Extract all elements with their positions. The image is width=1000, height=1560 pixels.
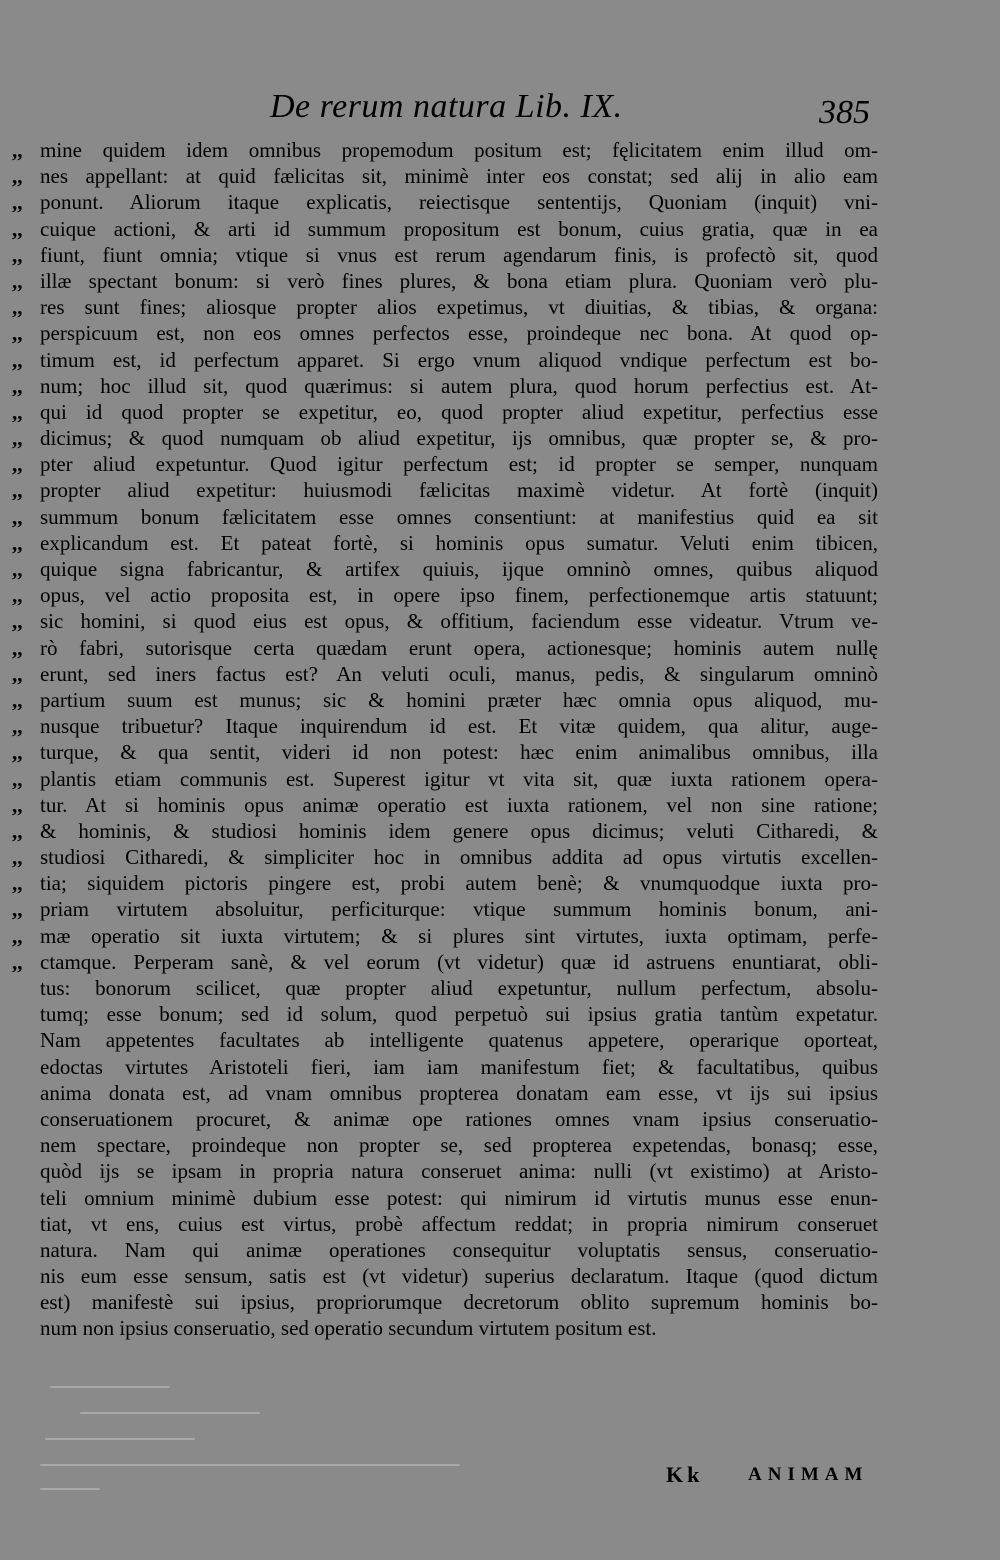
text-line [0, 635, 1000, 661]
text-line [0, 373, 1000, 399]
text-line [0, 923, 1000, 949]
line-text: tur. At si hominis opus animæ operatio est iuxta rationem, vel non sine ratione; [40, 792, 878, 817]
line-text: nis eum esse sensum, satis est (vt videtur) superius declaratum. Itaque (quod dictum [40, 1264, 878, 1289]
line-text: quòd ijs se ipsam in propria natura conseruet anima: nulli (vt existimo) at Aristo- [40, 1159, 878, 1184]
text-line [0, 1132, 1000, 1158]
line-text: num; hoc illud sit, quod quærimus: si autem plura, quod horum perfectius est. At- [40, 373, 878, 398]
line-text: ponunt. Aliorum itaque explicatis, reiectisque sententijs, Quoniam (inquit) vni- [40, 190, 878, 215]
text-line [0, 1211, 1000, 1237]
text-line [0, 1185, 1000, 1211]
quotation-marker: ,, [12, 373, 23, 398]
catchword-text: ANIMAM [748, 1464, 869, 1485]
line-text: studiosi Citharedi, & simpliciter hoc in omnibus addita ad opus virtutis excellen- [40, 845, 878, 870]
quotation-marker: ,, [12, 216, 23, 241]
line-text: dicimus; & quod numquam ob aliud expetitur, ijs omnibus, quæ propter se, & pro- [40, 426, 878, 451]
line-text: timum est, id perfectum apparet. Si ergo vnum aliquod vndique perfectum est bo- [40, 347, 878, 372]
line-text: propter aliud expetitur: huiusmodi fælicitas maximè videtur. At fortè (inquit) [40, 478, 878, 503]
line-text: mine quidem idem omnibus propemodum positum est; fęlicitatem enim illud om- [40, 138, 878, 162]
line-text: explicandum est. Et pateat fortè, si hominis opus sumatur. Veluti enim tibicen, [40, 530, 878, 555]
quotation-marker: ,, [12, 871, 23, 896]
quotation-marker: ,, [12, 845, 23, 870]
text-line [0, 766, 1000, 792]
quotation-marker: ,, [12, 190, 23, 215]
quotation-marker: ,, [12, 452, 23, 477]
line-text: tumq; esse bonum; sed id solum, quod perpetuò sui ipsius gratia tantùm expetatur. [40, 1002, 878, 1027]
line-text: illæ spectant bonum: si verò fines plures, & bona etiam plura. Quoniam verò plu- [40, 268, 878, 293]
line-text: erunt, sed iners factus est? An veluti oculi, manus, pedis, & singularum omninò [40, 661, 878, 686]
line-text: nes appellant: at quid fælicitas sit, minimè inter eos constat; sed alij in alio eam [40, 164, 878, 189]
text-line [0, 242, 1000, 268]
quotation-marker: ,, [12, 242, 23, 267]
line-text: qui id quod propter se expetitur, eo, quod propter aliud expetitur, perfectius esse [40, 399, 878, 424]
text-line [0, 347, 1000, 373]
quotation-marker: ,, [12, 295, 23, 320]
line-text: Nam appetentes facultates ab intelligente quatenus appetere, operarique oporteat, [40, 1028, 878, 1053]
quotation-marker: ,, [12, 138, 23, 162]
quotation-marker: ,, [12, 164, 23, 189]
line-text: quique signa fabricantur, & artifex quiuis, ijque omninò omnes, quibus aliquod [40, 557, 878, 581]
text-line [0, 1001, 1000, 1027]
text-line [0, 268, 1000, 294]
text-line [0, 425, 1000, 451]
line-text: turque, & qua sentit, videri id non potest: hæc enim animalibus omnibus, illa [40, 740, 878, 765]
text-line [0, 1315, 1000, 1341]
signature-mark: Kk [666, 1462, 704, 1487]
text-line [0, 1054, 1000, 1080]
text-line [0, 216, 1000, 242]
text-line [0, 608, 1000, 634]
quotation-marker: ,, [12, 635, 23, 660]
line-text: anima donata est, ad vnam omnibus propterea donatam eam esse, vt ijs sui ipsius [40, 1080, 878, 1105]
text-line [0, 294, 1000, 320]
line-text: num non ipsius conseruatio, sed operatio secundum virtutem positum est. [40, 1316, 657, 1341]
text-line [0, 818, 1000, 844]
quotation-marker: ,, [12, 399, 23, 424]
text-line [0, 189, 1000, 215]
line-text: opus, vel actio proposita est, in opere ipso finem, perfectionemque artis statuunt; [40, 583, 878, 608]
line-text: conseruationem procuret, & animæ ope rationes omnes vnam ipsius conseruatio- [40, 1106, 878, 1131]
body-text [0, 137, 1000, 1342]
text-line [0, 137, 1000, 163]
text-line [0, 320, 1000, 346]
line-text: plantis etiam communis est. Superest igitur vt vita sit, quæ iuxta rationem opera- [40, 766, 878, 791]
line-text: perspicuum est, non eos omnes perfectos esse, proindeque nec bona. At quod op- [40, 321, 878, 346]
text-line [0, 163, 1000, 189]
quotation-marker: ,, [12, 949, 23, 974]
line-text: ctamque. Perperam sanè, & vel eorum (vt videtur) quæ id astruens enuntiarat, obli- [40, 949, 878, 974]
quotation-marker: ,, [12, 478, 23, 503]
quotation-marker: ,, [12, 792, 23, 817]
quotation-marker: ,, [12, 818, 23, 843]
quotation-marker: ,, [12, 557, 23, 581]
text-line [0, 792, 1000, 818]
text-line [0, 1080, 1000, 1106]
quotation-marker: ,, [12, 504, 23, 529]
quotation-marker: ,, [12, 661, 23, 686]
line-text: tia; siquidem pictoris pingere est, probi autem benè; & vnumquodque iuxta pro- [40, 871, 878, 896]
line-text: est) manifestè sui ipsius, propriorumque decretorum oblito supremum hominis bo- [40, 1290, 878, 1315]
line-text: fiunt, fiunt omnia; vtique si vnus est rerum agendarum finis, is profectò sit, quod [40, 242, 878, 267]
quotation-marker: ,, [12, 268, 23, 293]
text-line [0, 530, 1000, 556]
line-text: & hominis, & studiosi hominis idem genere opus dicimus; veluti Citharedi, & [40, 818, 878, 843]
line-text: partium suum est munus; sic & homini præter hæc omnia opus aliquod, mu- [40, 687, 878, 712]
quotation-marker: ,, [12, 897, 23, 922]
text-line [0, 477, 1000, 503]
text-line [0, 687, 1000, 713]
text-line [0, 713, 1000, 739]
line-text: res sunt fines; aliosque propter alios expetimus, vt diuitias, & tibias, & organa: [40, 295, 878, 320]
quotation-marker: ,, [12, 740, 23, 765]
quotation-marker: ,, [12, 530, 23, 555]
faint-bleed-through [40, 1378, 500, 1508]
text-line [0, 739, 1000, 765]
line-text: sic homini, si quod eius est opus, & offitium, faciendum esse videatur. Vtrum ve- [40, 609, 878, 634]
running-title: De rerum natura Lib. IX. [270, 88, 623, 125]
line-text: rò fabri, sutorisque certa quædam erunt opera, actionesque; hominis autem nullę [40, 635, 878, 660]
quotation-marker: ,, [12, 714, 23, 739]
text-line [0, 504, 1000, 530]
quotation-marker: ,, [12, 347, 23, 372]
line-text: summum bonum fælicitatem esse omnes consentiunt: at manifestius quid ea sit [40, 504, 878, 529]
text-line [0, 1237, 1000, 1263]
text-line [0, 582, 1000, 608]
line-text: cuique actioni, & arti id summum propositum est bonum, cuius gratia, quæ in ea [40, 216, 878, 241]
text-line [0, 1106, 1000, 1132]
quotation-marker: ,, [12, 687, 23, 712]
quotation-marker: ,, [12, 923, 23, 948]
text-line [0, 1027, 1000, 1053]
line-text: priam virtutem absoluitur, perficiturque: vtique summum hominis bonum, ani- [40, 897, 878, 922]
text-line [0, 870, 1000, 896]
text-line [0, 975, 1000, 1001]
line-text: tiat, vt ens, cuius est virtus, probè affectum reddat; in propria nimirum conseruet [40, 1211, 878, 1236]
text-line [0, 844, 1000, 870]
line-text: nusque tribuetur? Itaque inquirendum id est. Et vitæ quidem, qua alitur, auge- [40, 714, 878, 739]
quotation-marker: ,, [12, 583, 23, 608]
line-text: pter aliud expetuntur. Quod igitur perfectum est; id propter se semper, nunquam [40, 452, 878, 477]
quotation-marker: ,, [12, 321, 23, 346]
line-text: edoctas virtutes Aristoteli fieri, iam iam manifestum fiet; & facultatibus, quibus [40, 1054, 878, 1079]
line-text: mæ operatio sit iuxta virtutem; & si plures sint virtutes, iuxta optimam, perfe- [40, 923, 878, 948]
page-header [270, 88, 870, 131]
line-text: tus: bonorum scilicet, quæ propter aliud expetuntur, nullum perfectum, absolu- [40, 976, 878, 1000]
text-line [0, 1263, 1000, 1289]
text-line [0, 399, 1000, 425]
text-line [0, 1158, 1000, 1184]
text-line [0, 949, 1000, 975]
text-line [0, 896, 1000, 922]
line-text: natura. Nam qui animæ operationes consequitur voluptatis sensus, conseruatio- [40, 1237, 878, 1262]
text-line [0, 451, 1000, 477]
text-line [0, 661, 1000, 687]
quotation-marker: ,, [12, 426, 23, 451]
text-line [0, 556, 1000, 582]
quotation-marker: ,, [12, 609, 23, 634]
quotation-marker: ,, [12, 766, 23, 791]
line-text: teli omnium minimè dubium esse potest: qui nimirum id virtutis munus esse enun- [40, 1185, 878, 1210]
line-text: nem spectare, proindeque non propter se, sed propterea expetendas, bonasq; esse, [40, 1133, 878, 1158]
text-line [0, 1289, 1000, 1315]
page-number: 385 [819, 94, 870, 131]
